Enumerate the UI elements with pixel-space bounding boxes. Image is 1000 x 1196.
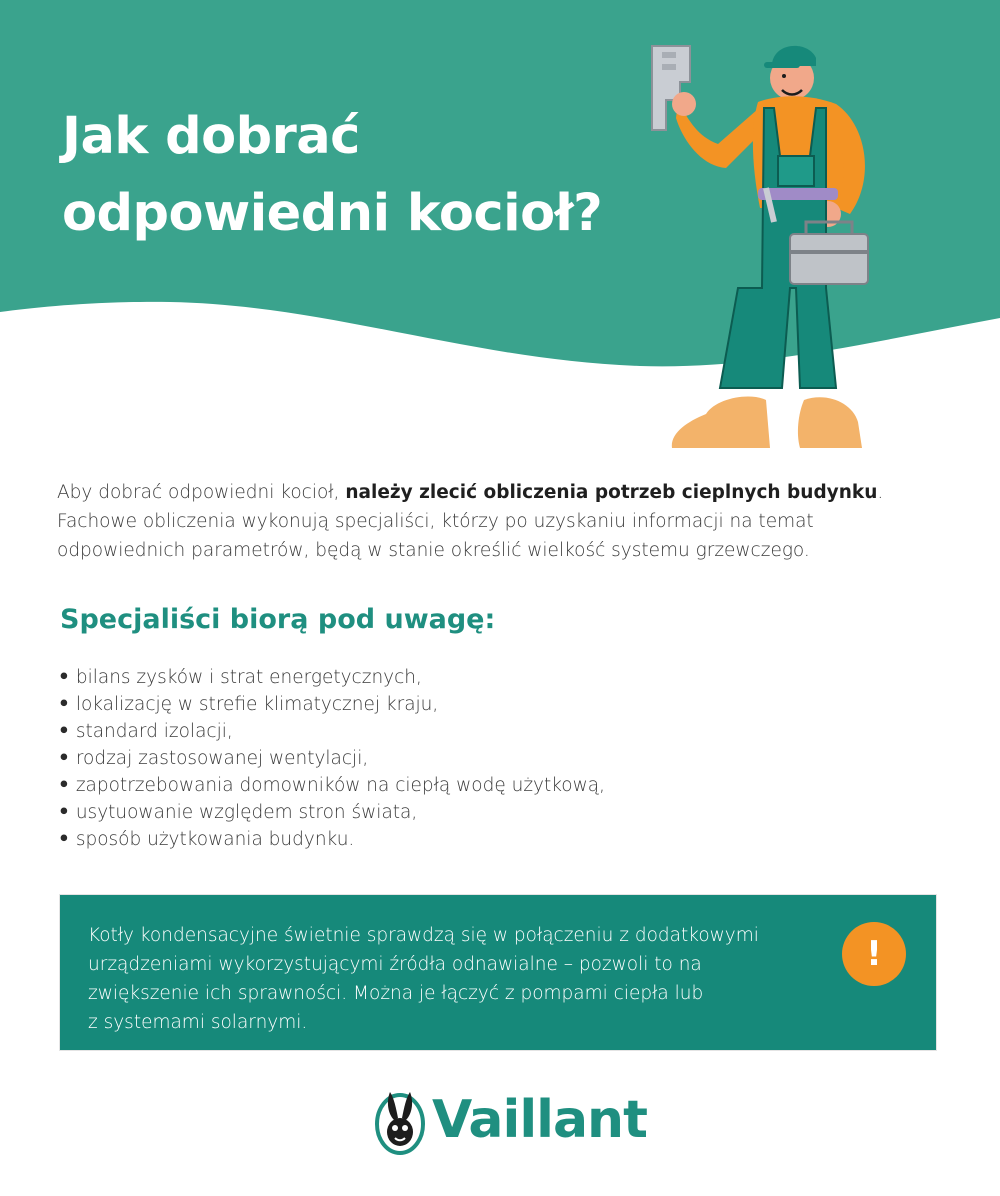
- criteria-item-text: rodzaj zastosowanej wentylacji,: [75, 748, 369, 769]
- intro-paragraph: [57, 478, 947, 565]
- info-notice-box: [59, 894, 937, 1051]
- criteria-item: [58, 745, 605, 772]
- title-line-1: Jak dobrać: [62, 107, 360, 166]
- rabbit-logo-icon: [374, 1086, 426, 1156]
- criteria-item-text: sposób użytkowania budynku.: [75, 829, 355, 850]
- criteria-item: [58, 826, 605, 853]
- intro-text-start: Aby dobrać odpowiedni kocioł,: [57, 482, 346, 503]
- bullet-icon: •: [58, 748, 70, 769]
- criteria-item-text: usytuowanie względem stron świata,: [75, 802, 418, 823]
- criteria-list: [58, 664, 605, 853]
- brand-wordmark: Vaillant: [432, 1090, 647, 1150]
- bullet-icon: •: [58, 775, 70, 796]
- title-line-2: odpowiedni kocioł?: [62, 184, 603, 243]
- criteria-item-text: lokalizację w strefie klimatycznej kraju,: [75, 694, 439, 715]
- bullet-icon: •: [58, 694, 70, 715]
- notice-line: z systemami solarnymi.: [88, 1012, 308, 1033]
- notice-line: urządzeniami wykorzystującymi źródła odnawialne – pozwoli to na: [88, 954, 702, 975]
- criteria-item: [58, 718, 605, 745]
- vaillant-logo: [374, 1086, 647, 1156]
- intro-emphasis: należy zlecić obliczenia potrzeb cieplnych budynku: [345, 482, 878, 503]
- criteria-item: [58, 691, 605, 718]
- bullet-icon: •: [58, 667, 70, 688]
- plumber-illustration: [640, 38, 880, 450]
- intro-text-end: . Fachowe obliczenia wykonują specjaliści, którzy po uzyskaniu informacji na temat odpowiednich parametrów, będą w stanie określić wielkość systemu grzewczego.: [57, 482, 884, 561]
- criteria-heading: Specjaliści biorą pod uwagę:: [60, 604, 496, 635]
- bullet-icon: •: [58, 721, 70, 742]
- criteria-item: [58, 799, 605, 826]
- criteria-item: [58, 772, 605, 799]
- bullet-icon: •: [58, 802, 70, 823]
- exclamation-icon: !: [842, 922, 906, 986]
- criteria-item-text: bilans zysków i strat energetycznych,: [75, 667, 422, 688]
- page-title: [62, 98, 602, 252]
- criteria-item: [58, 664, 605, 691]
- criteria-item-text: standard izolacji,: [75, 721, 233, 742]
- notice-text: [88, 921, 808, 1037]
- criteria-item-text: zapotrzebowania domowników na ciepłą wodę użytkową,: [75, 775, 605, 796]
- bullet-icon: •: [58, 829, 70, 850]
- hero-banner: [0, 0, 1000, 380]
- notice-line: Kotły kondensacyjne świetnie sprawdzą się w połączeniu z dodatkowymi: [88, 925, 759, 946]
- notice-line: zwiększenie ich sprawności. Można je łączyć z pompami ciepła lub: [88, 983, 704, 1004]
